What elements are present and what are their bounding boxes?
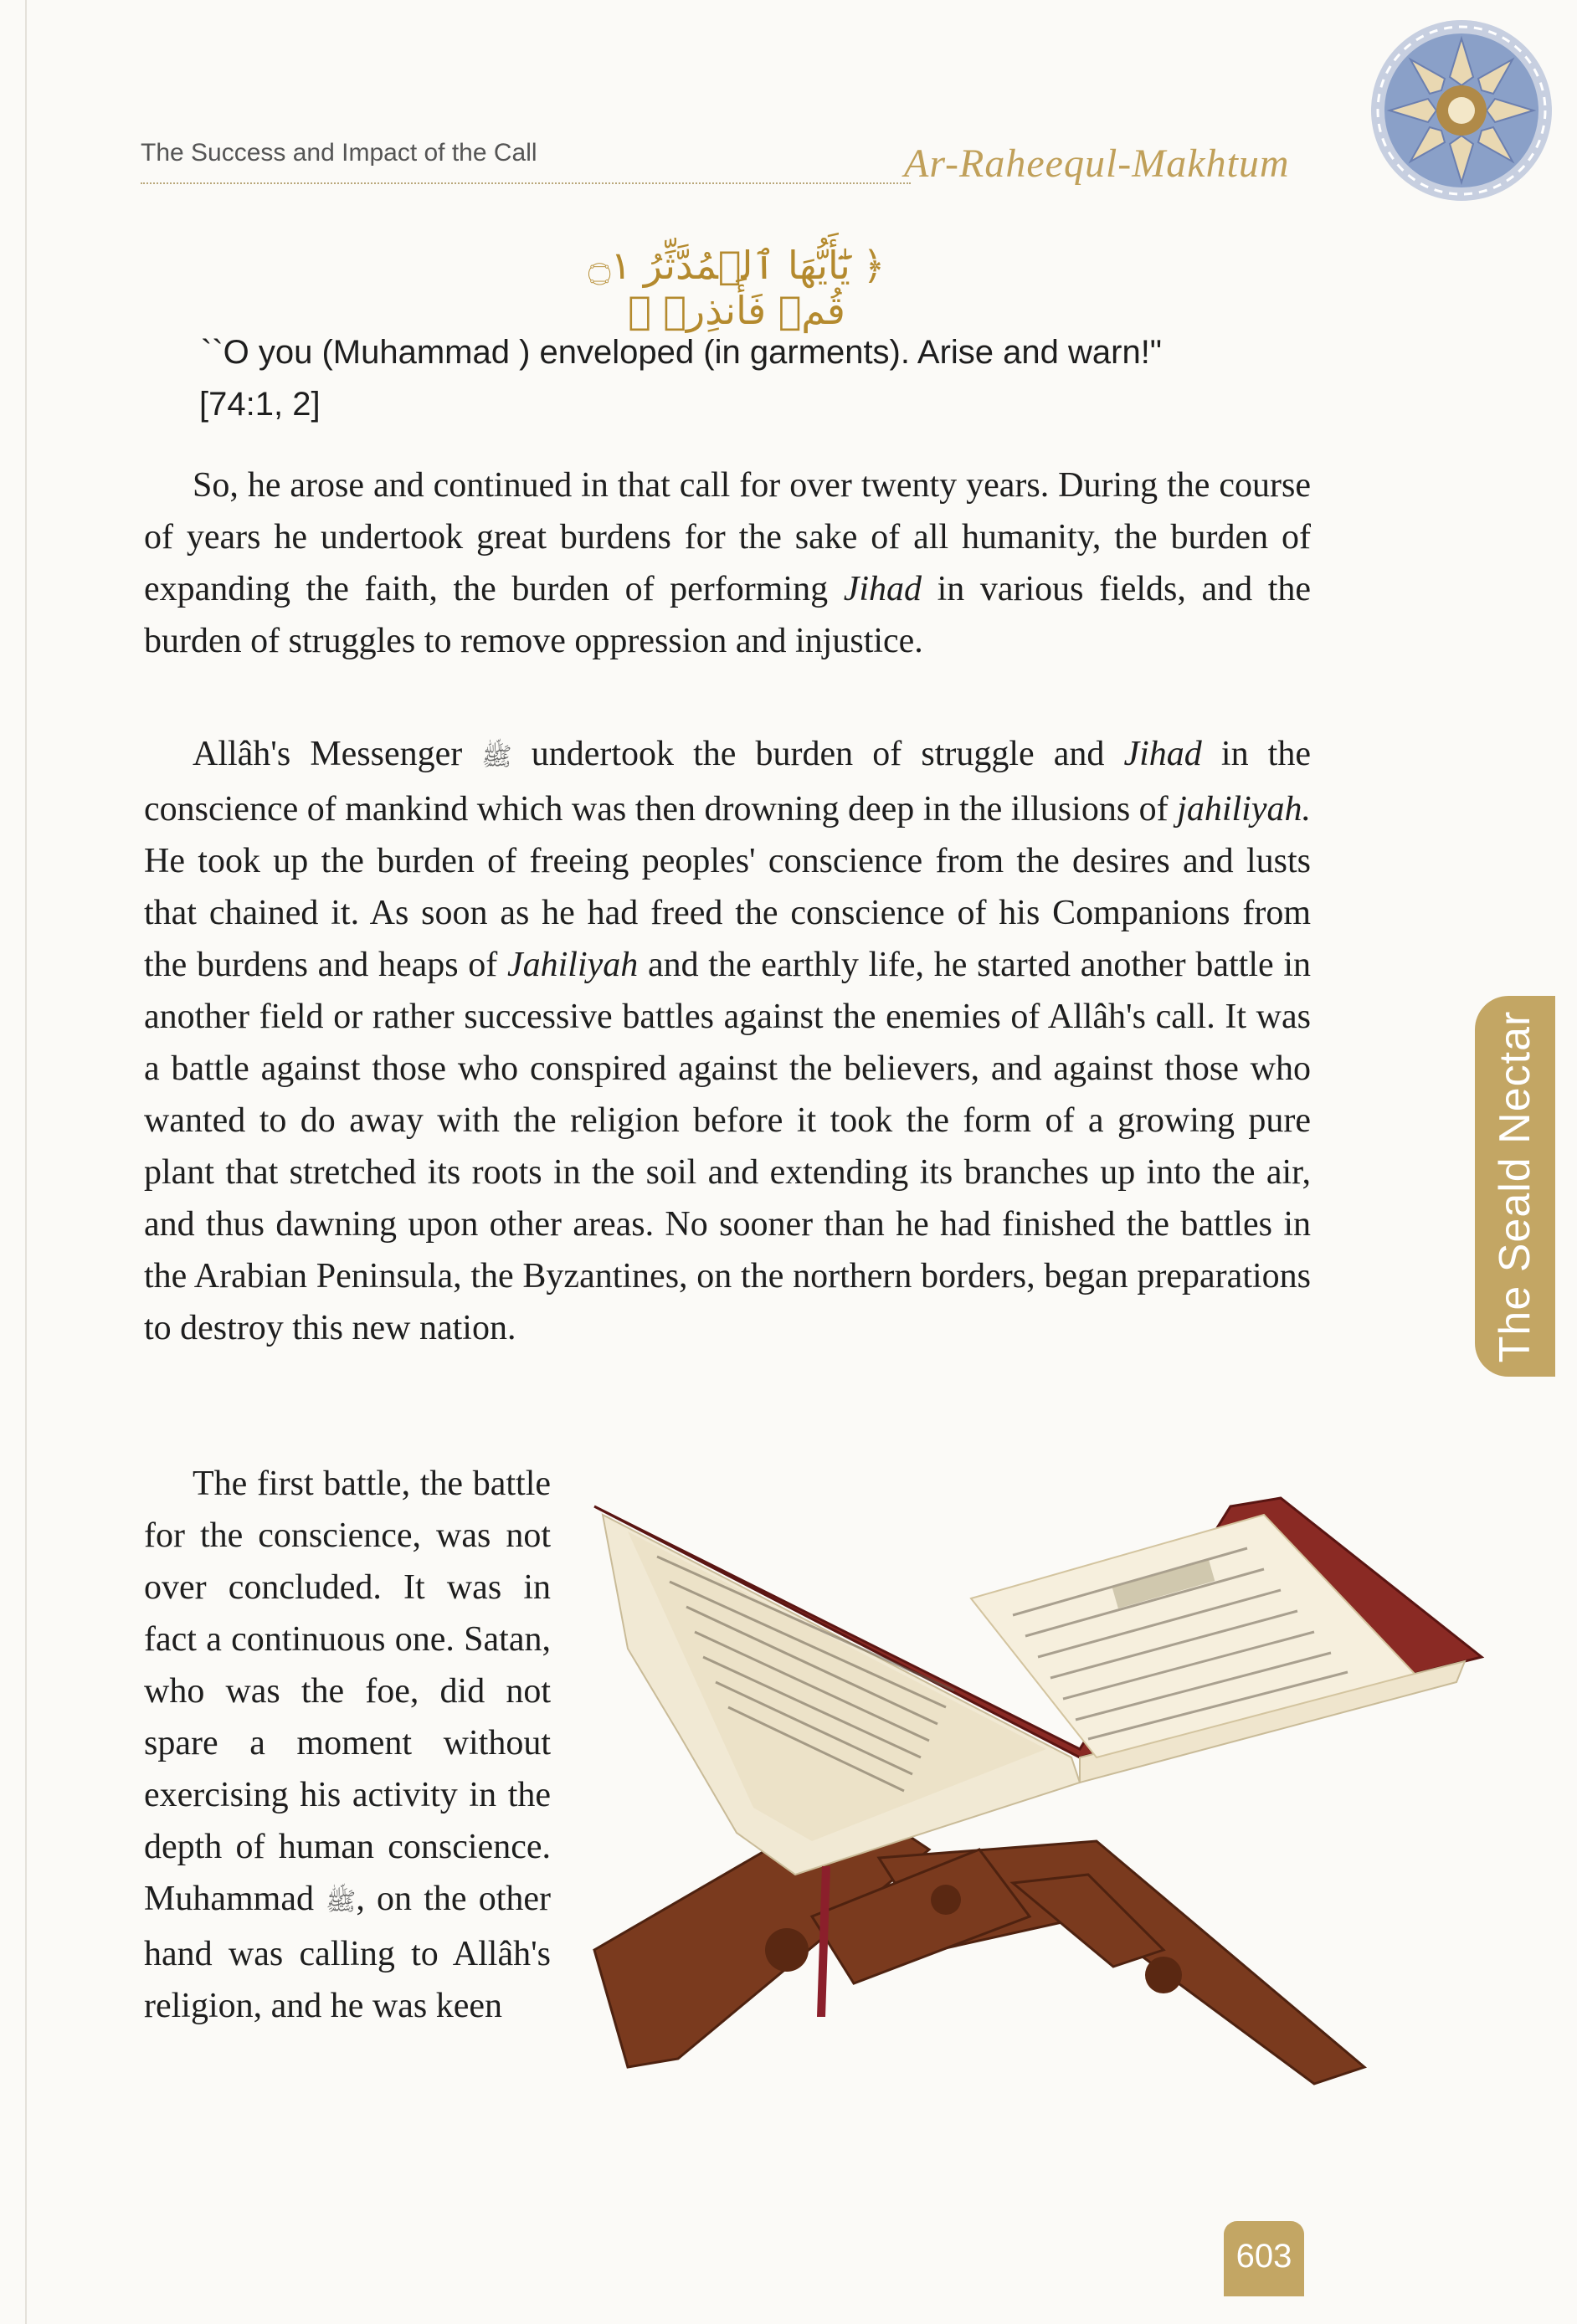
verse-translation <box>201 326 1314 430</box>
term-jihad: Jihad <box>1123 735 1202 773</box>
translation-text: ``O you (Muhammad ) enveloped (in garments). Arise and warn!" <box>201 334 1163 371</box>
arabic-verse: ﴿ يَٰٓأَيُّهَا ٱلۡمُدَّثِّرُ ۝١ قُمۡ فَأَنذِرۡ ﴾ <box>588 243 886 333</box>
paragraph-1-end: in various fields, and the burden of struggles to remove oppression and injustice. <box>144 570 1312 660</box>
salutation-icon: ﷺ <box>481 742 512 772</box>
paragraph-2-a: Allâh's Messenger <box>193 735 482 773</box>
paragraph-2-c: in the conscience of mankind which was then drowning deep in the illusions of <box>144 735 1311 829</box>
term-jahiliyah: Jahiliyah <box>506 946 639 984</box>
page-edge <box>25 0 27 2324</box>
verse-reference: [74:1, 2] <box>199 386 321 423</box>
salutation-icon: ﷺ <box>326 1887 357 1916</box>
quran-on-stand-image <box>578 1481 1490 2151</box>
page-number: 603 <box>1235 2238 1292 2275</box>
side-tab-label: The Seald Nectar <box>1491 1010 1539 1363</box>
paragraph-3-a: The first battle, the battle for the conscience, was not over concluded. It was in fact a continuous one. Satan, who was the foe, did not spare a moment without exercising his activity in the depth of human conscience. Muhammad <box>144 1465 551 1918</box>
paragraph-1 <box>144 459 1311 667</box>
paragraph-3-b: , on the other hand was calling to Allâh's religion, and he was keen <box>144 1880 552 2025</box>
rosette-ornament-icon <box>1354 18 1564 208</box>
brand-title: Ar-Raheequl-Makhtum <box>904 141 1290 186</box>
paragraph-2-b: undertook the burden of struggle and <box>511 735 1124 773</box>
paragraph-2-d: He took up the burden of freeing peoples' conscience from the desires and lusts that chained it. As soon as he had freed the conscience of his Companions from the burdens and heaps of <box>144 842 1311 984</box>
paragraph-3 <box>144 1458 551 2032</box>
term-jihad: Jihad <box>843 570 922 608</box>
running-title: The Success and Impact of the Call <box>141 139 537 167</box>
paragraph-1-text: So, he arose and continued in that call for over twenty years. During the course of years he undertook great burdens for the sake of all humanity, the burden of expanding the faith, the burden of performing <box>144 466 1311 608</box>
term-jahiliyah: jahiliyah. <box>1177 790 1311 829</box>
paragraph-2-e: and the earthly life, he started another battle in another field or rather successive battles against the enemies of Allâh's call. It was a battle against those who conspired against the believers, and against those who wanted to do away with the religion before it took the form of a growing pure plant that stretched its roots in the soil and extending its branches up into the air, and thus dawning upon other areas. No sooner than he had finished the battles in the Arabian Peninsula, the Byzantines, on the northern borders, began preparations to destroy this new nation. <box>144 946 1311 1347</box>
header-rule <box>141 182 911 184</box>
paragraph-2 <box>144 728 1311 1354</box>
